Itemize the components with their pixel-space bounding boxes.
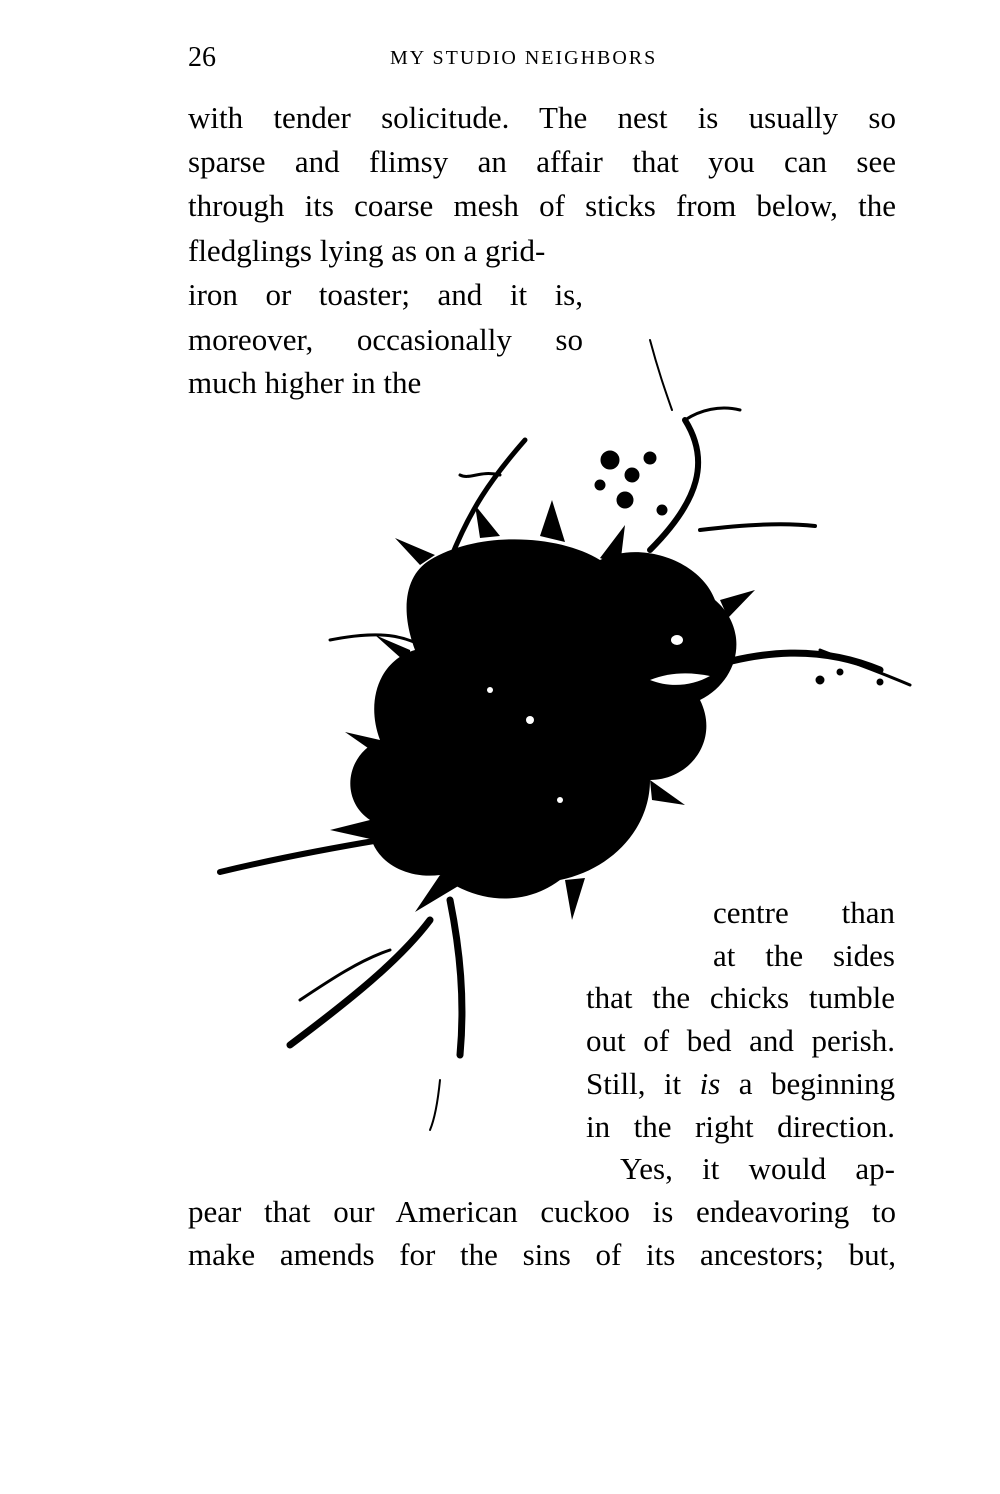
chick-eye bbox=[671, 635, 683, 645]
branch-lower bbox=[450, 900, 462, 1055]
text-line-3: through its coarse mesh of sticks from below, the bbox=[188, 188, 896, 223]
emphasis-is: is bbox=[699, 1066, 721, 1101]
text-line-8: centre than bbox=[713, 895, 895, 930]
page-number: 26 bbox=[188, 42, 216, 73]
text-line-9: at the sides bbox=[713, 938, 895, 973]
text-line-15: pear that our American cuckoo is endeavoring to bbox=[188, 1194, 896, 1229]
text-line-1: with tender solicitude. The nest is usually so bbox=[188, 100, 896, 135]
text-line-10: that the chicks tumble bbox=[586, 980, 895, 1015]
text-line-6: moreover, occasionally so bbox=[188, 322, 583, 357]
running-head: MY STUDIO NEIGHBORS bbox=[390, 47, 658, 69]
text-line-5: iron or toaster; and it is, bbox=[188, 277, 583, 312]
branch-lower-left bbox=[290, 920, 430, 1045]
text-line-12 bbox=[586, 1064, 895, 1104]
text-line-14: Yes, it would ap- bbox=[620, 1151, 895, 1186]
text-line-12-end: a beginning bbox=[720, 1066, 896, 1101]
text-line-2: sparse and flimsy an affair that you can see bbox=[188, 144, 896, 179]
text-line-12-start: Still, it bbox=[586, 1066, 700, 1101]
branch-upper-right bbox=[650, 420, 698, 550]
text-line-13: in the right direction. bbox=[586, 1109, 895, 1144]
text-line-4: fledglings lying as on a grid- bbox=[188, 233, 546, 268]
text-line-11: out of bed and perish. bbox=[586, 1023, 895, 1058]
text-line-7: much higher in the bbox=[188, 365, 422, 400]
nest-body bbox=[350, 539, 736, 898]
branch-left bbox=[220, 840, 380, 872]
text-line-16: make amends for the sins of its ancestors; but, bbox=[188, 1237, 896, 1272]
